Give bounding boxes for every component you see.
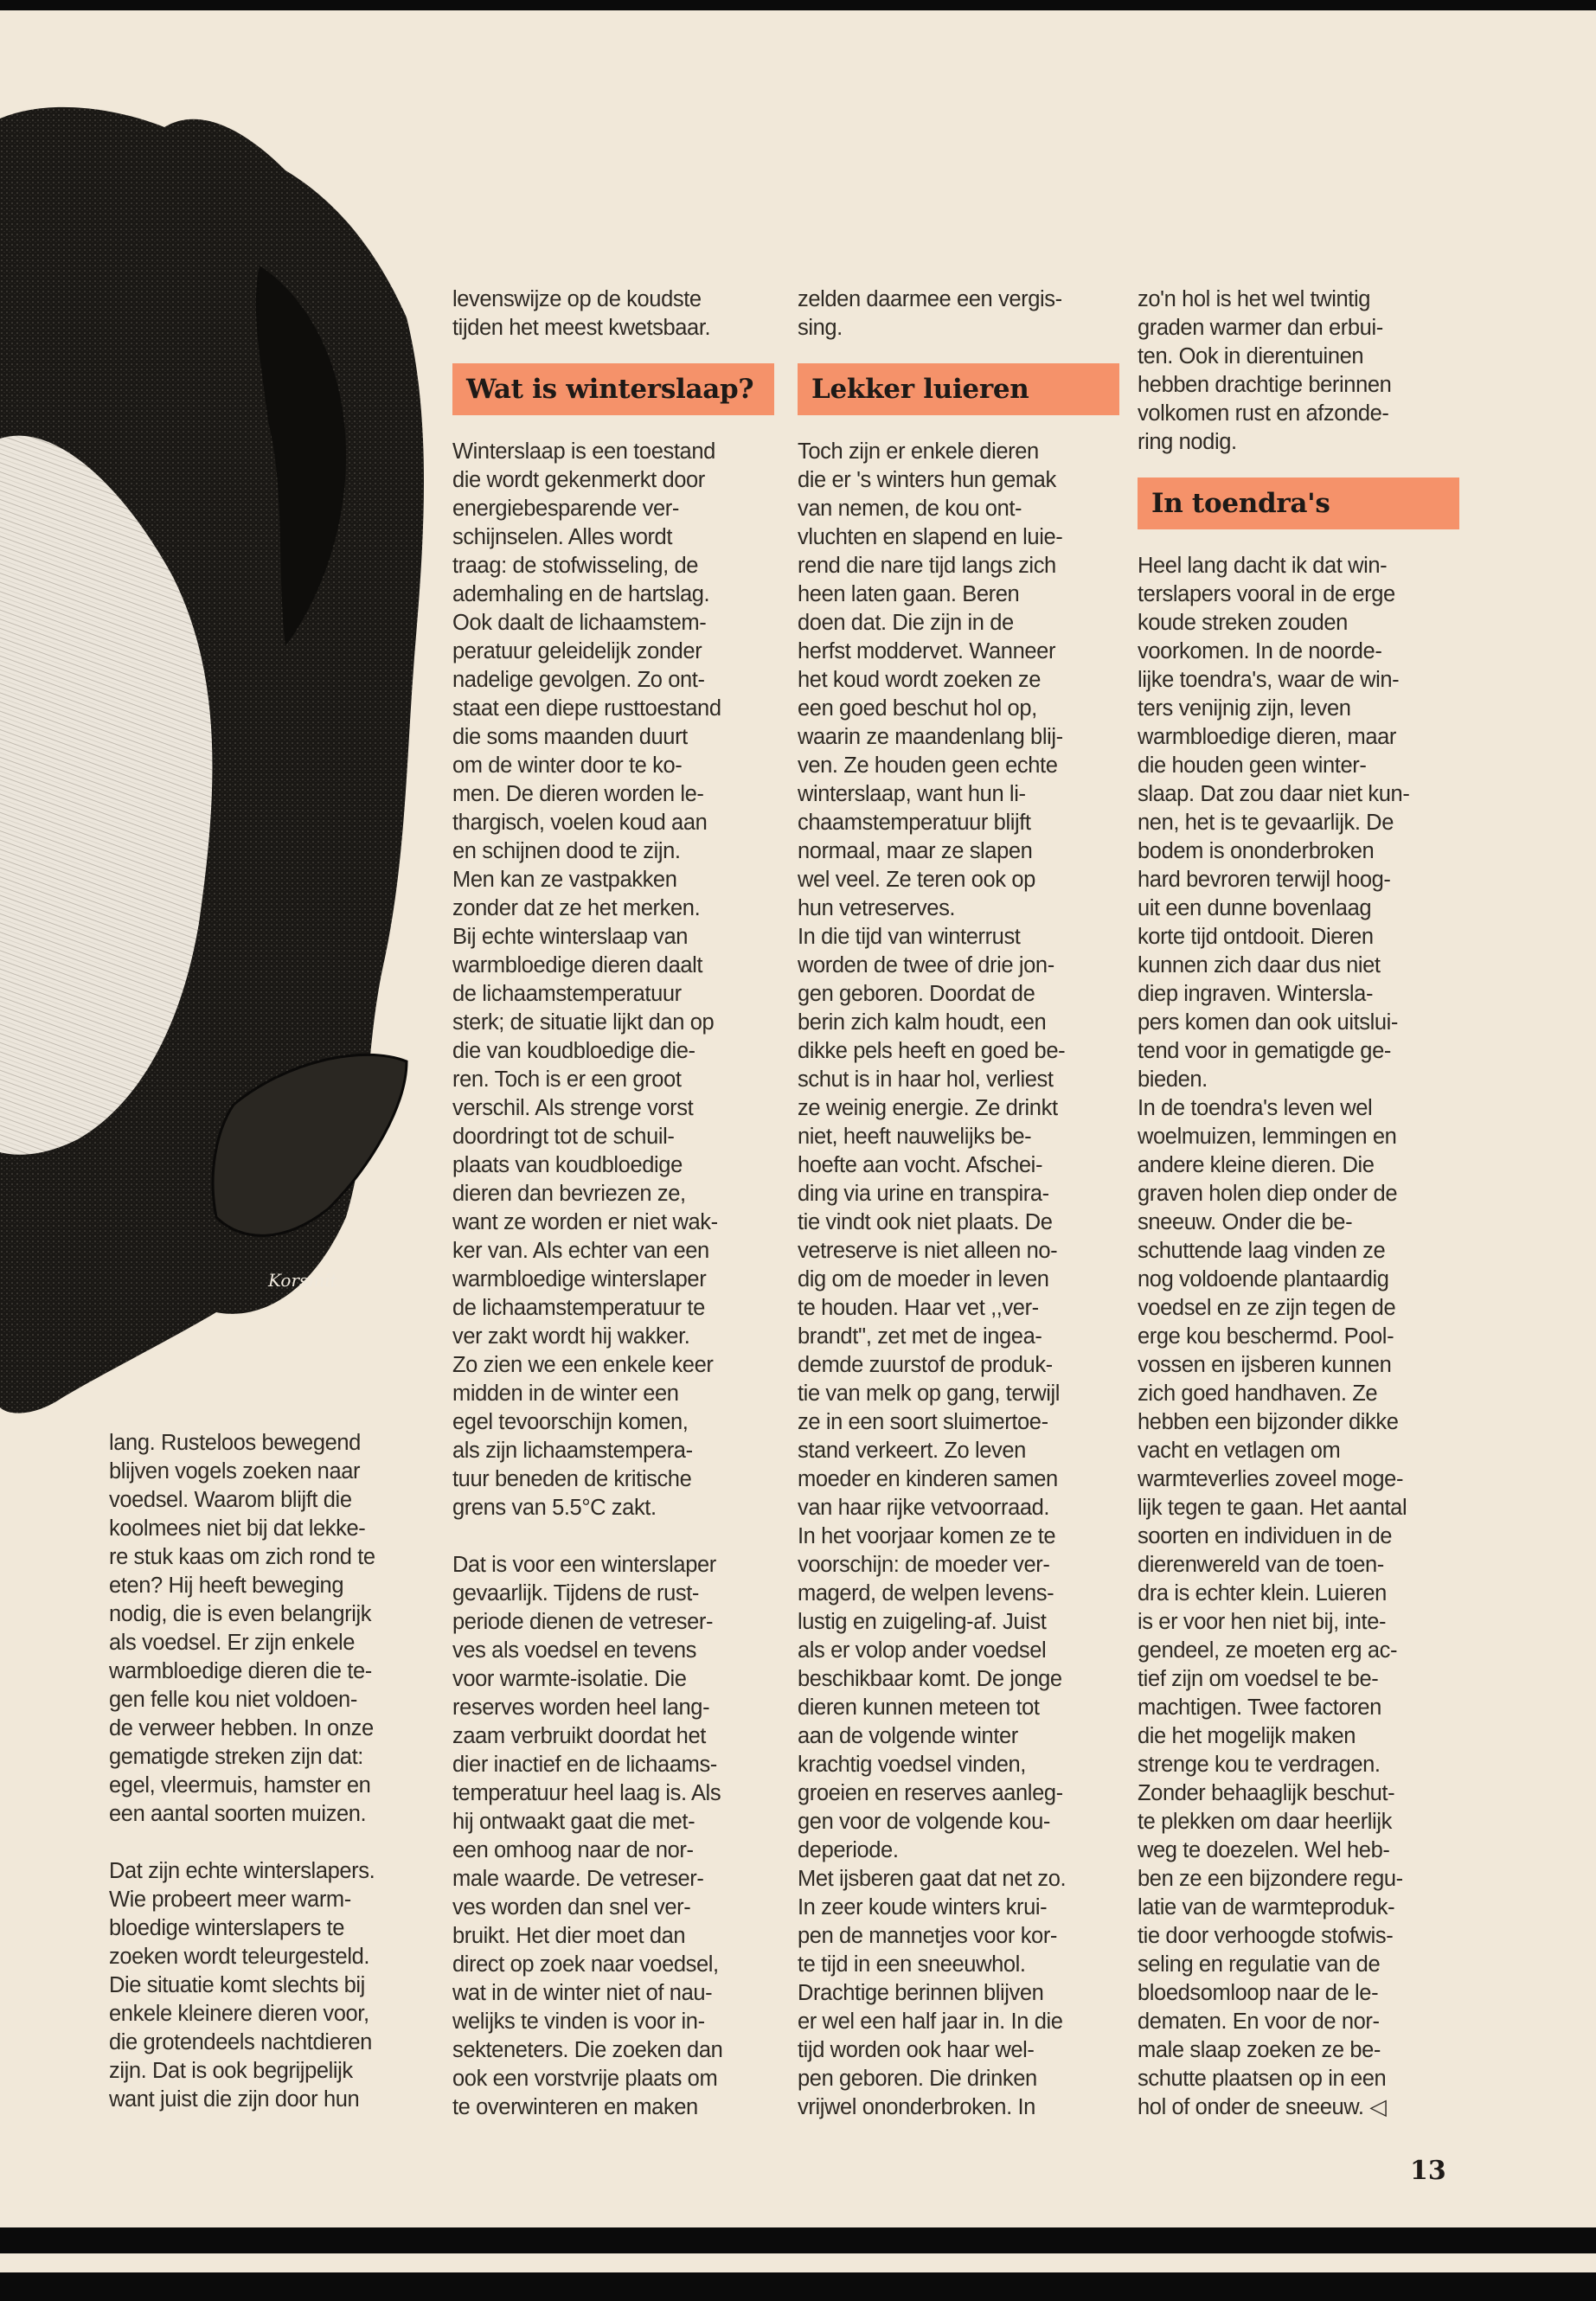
paragraph: Met ijsberen gaat dat net zo. In zeer koude winters krui- pen de mannetjes voor kor- te tijd in een sneeuwhol. Drachtige berinnen blijven er wel een half jaar in. In die tijd worden ook haar wel- pen geboren. Die drinken vrijwel ononderbroken. In — [798, 1867, 1067, 2119]
paragraph: lang. Rusteloos bewegend blijven vogels zoeken naar voedsel. Waarom blijft die koolmees niet bij dat lekke- re stuk kaas om zich rond te eten? Hij heeft beweging nodig, die is even belangrijk als voedsel. Er zijn enkele warmbloedige dieren die te- gen felle kou niet voldoen- de verweer hebben. In onze gematigde streken zijn dat: egel, vleermuis, hamster en een aantal soorten muizen. — [109, 1431, 375, 1826]
column-4 — [1138, 285, 1459, 2122]
paragraph: Dat is voor een winterslaper gevaarlijk. Tijdens de rust- periode dienen de vetreser- ves als voedsel en tevens voor warmte-isolatie. Die reserves worden heel lang- zaam verbruikt doordat het dier inactief en de lichaams- temperatuur heel laag is. Als hij ontwaakt gaat die met- een omhoog naar de nor- male waarde. De vetreser- ves worden dan snel ver- bruikt. Het dier moet dan direct op zoek naar voedsel, wat in de winter niet of nau- welijks te vinden is voor in- sekteneters. Die zoeken dan ook een vorstvrije plaats om te overwinteren en maken — [452, 1553, 723, 2119]
column-2 — [452, 285, 774, 2122]
heading-in-toendras: In toendra's — [1138, 478, 1459, 529]
column-1 — [109, 1429, 431, 2114]
page-number: 13 — [1410, 2156, 1446, 2186]
paragraph: Toch zijn er enkele dieren die er 's winters hun gemak van nemen, de kou ont- vluchten en slapend en luie- rend die nare tijd langs zich heen laten gaan. Beren doen dat. Die zijn in de herfst moddervet. Wanneer het koud wordt zoeken ze een goed beschut hol op, waarin ze maandenlang blij- ven. Ze houden geen echte winterslaap, want hun li- chaamstemperatuur blijft normaal, maar ze slapen wel veel. Ze teren ook op hun vetreserves. — [798, 439, 1063, 920]
column-3 — [798, 285, 1119, 2122]
paragraph: In die tijd van winterrust worden de twee of drie jon- gen geboren. Doordat de berin zich kalm houdt, een dikke pels heeft en goed be- schut is in haar hol, verliest ze weinig energie. Ze drinkt niet, heeft nauwelijks be- hoefte aan vocht. Afschei- ding via urine en transpira- tie vindt ook niet plaats. De vetreserve is niet alleen no- dig om de moeder in leven te houden. Haar vet ,,ver- brandt'', zet met de ingea- demde zuurstof de produk- tie van melk op gang, terwijl ze in een soort sluimertoe- stand verkeert. Zo leven moeder en kinderen samen van haar rijke vetvoorraad. In het voorjaar komen ze te voorschijn: de moeder ver- magerd, de welpen levens- lustig en zuigeling-af. Juist als er volop ander voedsel beschikbaar komt. De jonge dieren kunnen meteen tot aan de volgende winter krachtig voedsel vinden, groeien en reserves aanleg- gen voor de volgende kou- deperiode. — [798, 925, 1066, 1862]
paragraph: Winterslaap is een toestand die wordt gekenmerkt door energiebesparende ver- schijnselen. Alles wordt traag: de stofwisseling, de ademhaling en de hartslag. Ook daalt de lichaamstem- peratuur geleidelijk zonder nadelige gevolgen. Zo ont- staat een diepe rusttoestand die soms maanden duurt om de winter door te ko- men. De dieren worden le- thargisch, voelen koud aan en schijnen dood te zijn. Men kan ze vastpakken zonder dat ze het merken. Bij echte winterslaap van warmbloedige dieren daalt de lichaamstemperatuur sterk; de situatie lijkt dan op die van koudbloedige die- ren. Toch is er een groot verschil. Als strenge vorst doordringt tot de schuil- plaats van koudbloedige dieren dan bevriezen ze, want ze worden er niet wak- ker van. Als echter van een warmbloedige winterslaper de lichaamstemperatuur te ver zakt wordt hij wakker. Zo zien we een enkele keer midden in de winter een egel tevoorschijn komen, als zijn lichaamstempera- tuur beneden de kritische grens van 5.5°C zakt. — [452, 439, 721, 1520]
paragraph: zo'n hol is het wel twintig graden warmer dan erbui- ten. Ook in dierentuinen hebben drachtige berinnen volkomen rust en afzonde- ring nodig. — [1138, 287, 1392, 454]
paragraph: Heel lang dacht ik dat win- terslapers vooral in de erge koude streken zouden voorkomen. In de noorde- lijke toendra's, waar de win- ters venijnig zijn, leven warmbloedige dieren, maar die houden geen winter- slaap. Dat zou daar niet kun- nen, het is te gevaarlijk. De bodem is ononderbroken hard bevroren terwijl hoog- uit een dunne bovenlaag korte tijd ontdooit. Dieren kunnen zich daar dus niet diep ingraven. Wintersla- pers komen dan ook uitslui- tend voor in gematigde ge- bieden. — [1138, 554, 1410, 1092]
heading-lekker-luieren: Lekker luieren — [798, 363, 1119, 415]
heading-wat-is-winterslaap: Wat is winterslaap? — [452, 363, 774, 415]
paragraph: zelden daarmee een vergis- sing. — [798, 287, 1062, 340]
paragraph: In de toendra's leven wel woelmuizen, lemmingen en andere kleine dieren. Die graven holen diep onder de sneeuw. Onder die be- schuttende laag vinden ze nog voldoende plantaardig voedsel en ze zijn tegen de erge kou beschermd. Pool- vossen en ijsberen kunnen zich goed handhaven. Ze hebben een bijzonder dikke vacht en vetlagen om warmteverlies zoveel moge- lijk tegen te gaan. Het aantal soorten en individuen in de dierenwereld van de toen- dra is echter klein. Luieren is er voor hen niet bij, inte- gendeel, ze moeten erg ac- tief zijn om voedsel te be- machtigen. Twee factoren die het mogelijk maken strenge kou te verdragen. Zonder behaaglijk beschut- te plekken om daar heerlijk weg te doezelen. Wel heb- ben ze een bijzondere regu- latie van de warmteproduk- tie door verhoogde stofwis- seling en regulatie van de bloedsomloop naar de le- dematen. En voor de nor- male slaap zoeken ze be- schutte plaatsen op in een hol of onder de sneeuw. ◁ — [1138, 1096, 1407, 2119]
artist-signature: Korsmit — [268, 1270, 337, 1291]
paragraph: levenswijze op de koudste tijden het meest kwetsbaar. — [452, 287, 711, 340]
magazine-page — [0, 10, 1596, 2272]
bottom-black-border — [0, 2227, 1596, 2253]
animal-illustration — [0, 93, 433, 1442]
paragraph: Dat zijn echte winterslapers. Wie probeert meer warm- bloedige winterslapers te zoeken wordt teleurgesteld. Die situatie komt slechts bij enkele kleinere dieren voor, die grotendeels nachtdieren zijn. Dat is ook begrijpelijk want juist die zijn door hun — [109, 1859, 375, 2112]
